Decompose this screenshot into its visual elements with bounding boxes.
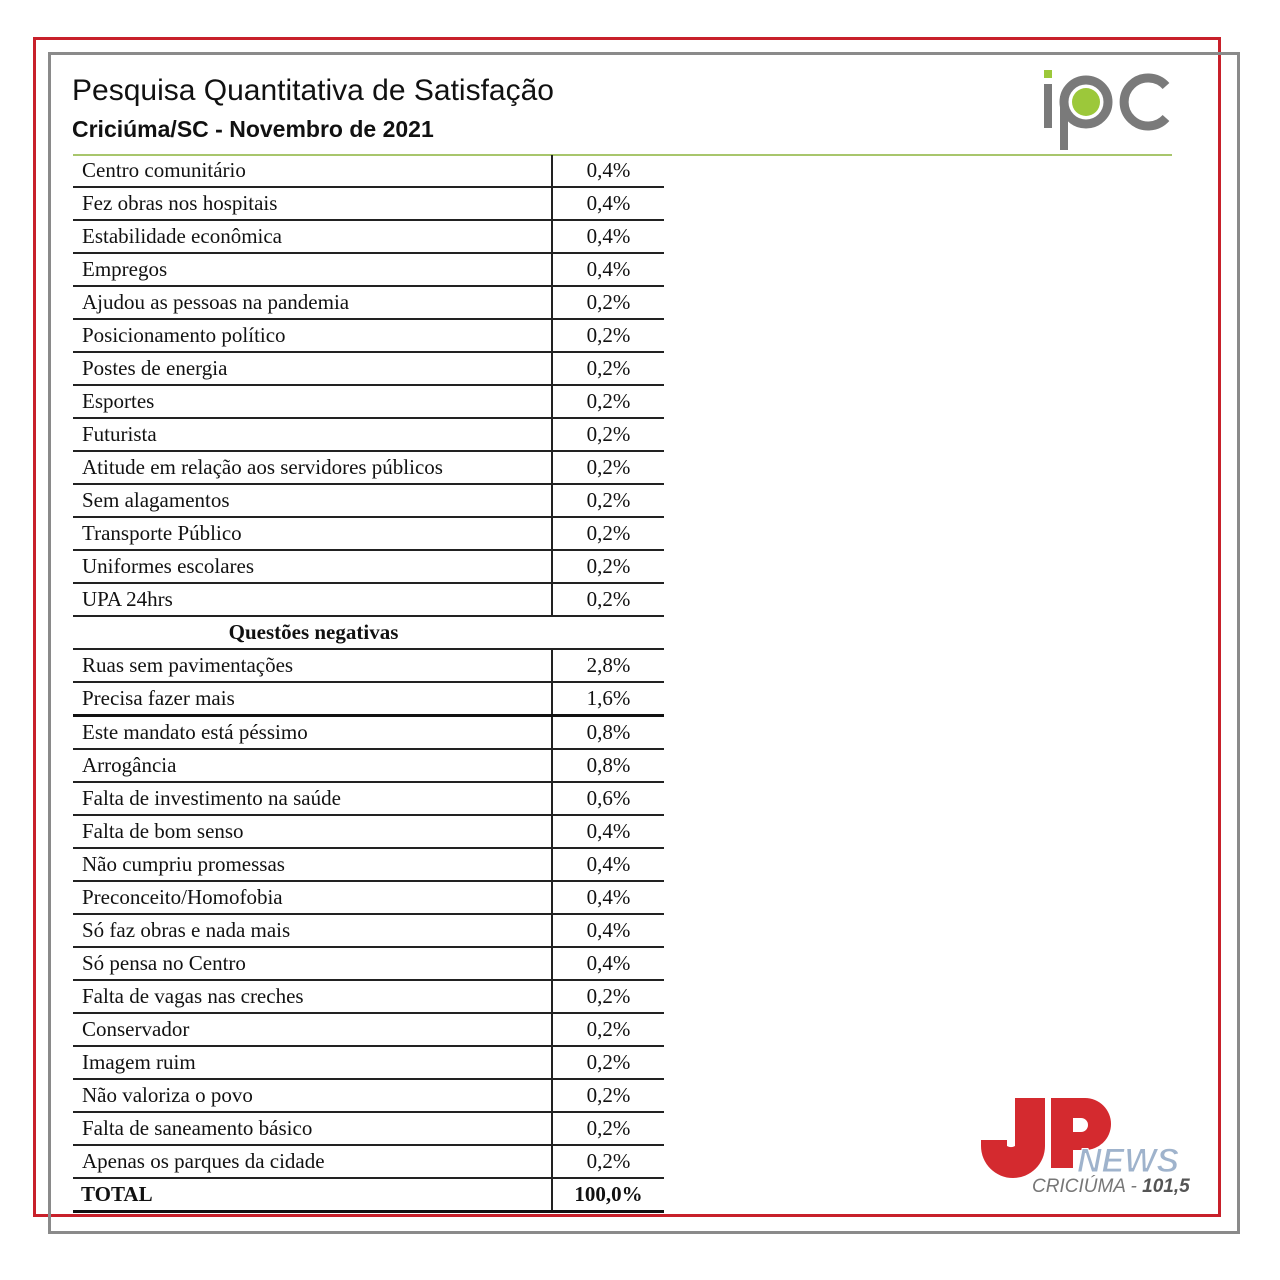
- table-row: [73, 882, 664, 915]
- table-row: [73, 750, 664, 783]
- table-row: [73, 221, 664, 254]
- jp-news-wordmark: NEWS: [1077, 1142, 1179, 1180]
- table-row: [73, 915, 664, 948]
- row-value: 0,4%: [586, 885, 631, 909]
- row-value: 0,2%: [586, 323, 631, 347]
- row-value: 0,2%: [586, 488, 631, 512]
- table-row: [73, 717, 664, 750]
- table-row: [73, 849, 664, 882]
- table-row: [73, 353, 664, 386]
- table-row: [73, 584, 664, 617]
- table-row: [73, 650, 664, 683]
- row-label: Este mandato está péssimo: [73, 717, 553, 748]
- row-label: Conservador: [73, 1014, 553, 1045]
- table-row: [73, 1080, 664, 1113]
- row-label: Transporte Público: [73, 518, 553, 549]
- row-value: 0,2%: [586, 389, 631, 413]
- row-label: UPA 24hrs: [73, 584, 553, 615]
- row-value: 1,6%: [586, 686, 631, 710]
- row-value: 0,4%: [586, 951, 631, 975]
- table-row: [73, 551, 664, 584]
- row-label: Sem alagamentos: [73, 485, 553, 516]
- table-row: [73, 783, 664, 816]
- row-label: Falta de bom senso: [73, 816, 553, 847]
- row-value: 0,2%: [586, 554, 631, 578]
- row-label: Apenas os parques da cidade: [73, 1146, 553, 1177]
- row-label: Falta de investimento na saúde: [73, 783, 553, 814]
- row-label: Não valoriza o povo: [73, 1080, 553, 1111]
- section-heading-text: Questões negativas: [228, 620, 399, 644]
- row-value: 0,2%: [586, 1083, 631, 1107]
- row-label: Ruas sem pavimentações: [73, 650, 553, 681]
- table-row: [73, 254, 664, 287]
- page-title: Pesquisa Quantitativa de Satisfação: [72, 74, 554, 107]
- row-value: 0,4%: [586, 224, 631, 248]
- row-label: Não cumpriu promessas: [73, 849, 553, 880]
- row-value: 0,4%: [586, 819, 631, 843]
- row-label: Empregos: [73, 254, 553, 285]
- table-row: [73, 287, 664, 320]
- table-row: [73, 1014, 664, 1047]
- row-label: Fez obras nos hospitais: [73, 188, 553, 219]
- row-label: Falta de vagas nas creches: [73, 981, 553, 1012]
- row-value: 0,4%: [586, 257, 631, 281]
- row-value: 0,4%: [586, 852, 631, 876]
- row-label: Estabilidade econômica: [73, 221, 553, 252]
- total-label: TOTAL: [73, 1179, 553, 1210]
- table-row: [73, 155, 664, 188]
- row-value: 0,2%: [586, 290, 631, 314]
- row-value: 0,2%: [586, 984, 631, 1008]
- row-label: Só faz obras e nada mais: [73, 915, 553, 946]
- row-value: 0,8%: [586, 753, 631, 777]
- table-row: [73, 518, 664, 551]
- row-label: Posicionamento político: [73, 320, 553, 351]
- row-value: 0,6%: [586, 786, 631, 810]
- row-value: 0,2%: [586, 1050, 631, 1074]
- page-subtitle: Criciúma/SC - Novembro de 2021: [72, 116, 434, 142]
- row-label: Precisa fazer mais: [73, 683, 553, 714]
- results-table: [73, 155, 664, 1213]
- row-label: Esportes: [73, 386, 553, 417]
- row-value: 2,8%: [586, 653, 631, 677]
- row-label: Centro comunitário: [73, 155, 553, 186]
- table-row: [73, 419, 664, 452]
- table-row: [73, 683, 664, 717]
- table-row: [73, 1146, 664, 1179]
- table-row: [73, 452, 664, 485]
- row-value: 0,2%: [586, 1017, 631, 1041]
- row-value: 0,2%: [586, 455, 631, 479]
- total-value: 100,0%: [574, 1182, 643, 1206]
- table-row: [73, 188, 664, 221]
- row-value: 0,2%: [586, 587, 631, 611]
- row-value: 0,4%: [586, 918, 631, 942]
- ipc-logo: [1040, 66, 1172, 152]
- table-row: [73, 485, 664, 518]
- row-label: Uniformes escolares: [73, 551, 553, 582]
- row-label: Falta de saneamento básico: [73, 1113, 553, 1144]
- row-label: Arrogância: [73, 750, 553, 781]
- row-value: 0,4%: [586, 191, 631, 215]
- table-row: [73, 320, 664, 353]
- row-value: 0,2%: [586, 521, 631, 545]
- total-row: [73, 1179, 664, 1213]
- table-row: [73, 816, 664, 849]
- row-label: Postes de energia: [73, 353, 553, 384]
- table-row: [73, 386, 664, 419]
- row-value: 0,8%: [586, 720, 631, 744]
- row-value: 0,2%: [586, 1149, 631, 1173]
- row-label: Atitude em relação aos servidores públicos: [73, 452, 553, 483]
- row-value: 0,4%: [586, 158, 631, 182]
- row-label: Preconceito/Homofobia: [73, 882, 553, 913]
- table-row: [73, 948, 664, 981]
- negative-section-heading: [73, 617, 664, 650]
- table-row: [73, 1113, 664, 1146]
- table-row: [73, 1047, 664, 1080]
- jp-city-label: CRICIÚMA - 101,5: [1032, 1176, 1190, 1197]
- table-row: [73, 981, 664, 1014]
- row-label: Futurista: [73, 419, 553, 450]
- row-label: Ajudou as pessoas na pandemia: [73, 287, 553, 318]
- row-value: 0,2%: [586, 422, 631, 446]
- row-label: Só pensa no Centro: [73, 948, 553, 979]
- row-value: 0,2%: [586, 1116, 631, 1140]
- row-value: 0,2%: [586, 356, 631, 380]
- row-label: Imagem ruim: [73, 1047, 553, 1078]
